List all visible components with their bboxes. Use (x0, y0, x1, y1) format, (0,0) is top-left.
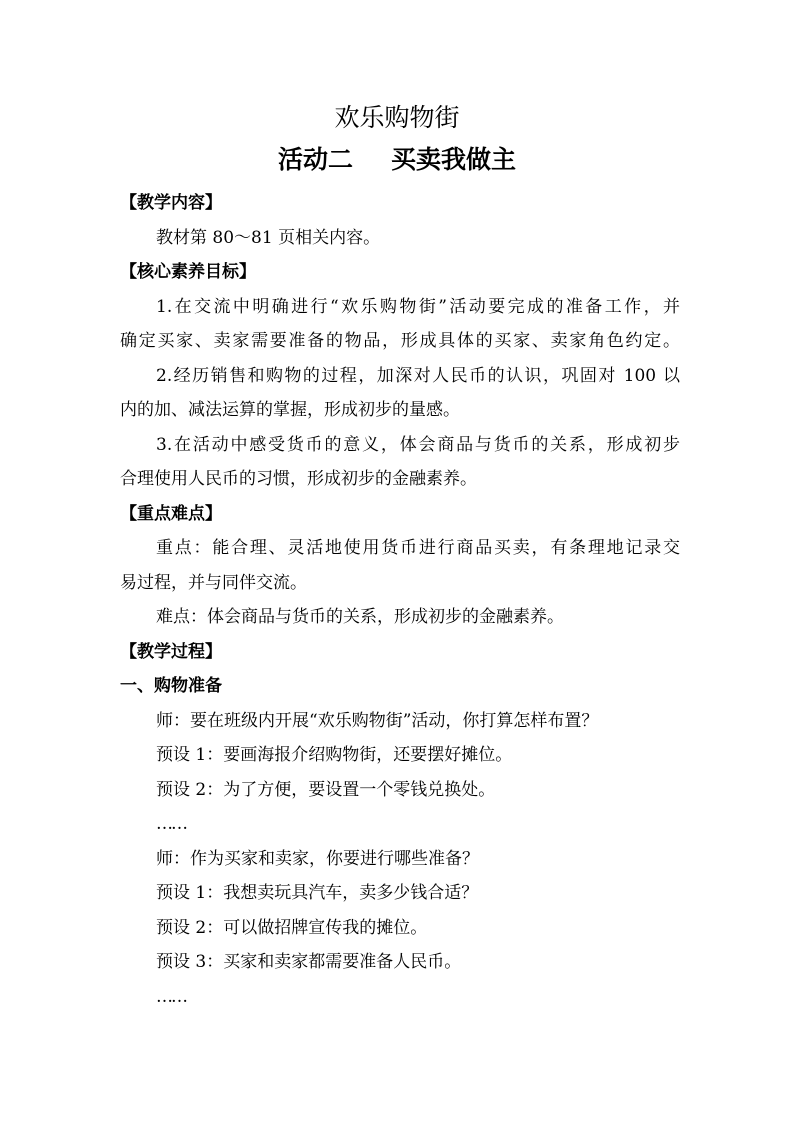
document-title: 欢乐购物街 (334, 103, 460, 132)
key-point-line-2: 易过程，并与同伴交流。 (120, 572, 307, 593)
section-heading-goals: 【核心素养目标】 (120, 262, 256, 282)
ellipsis-1: …… (156, 814, 186, 834)
activity-number: 活动二 (277, 145, 353, 174)
teacher-question-2: 师：作为买家和卖家，你要进行哪些准备？ (156, 848, 479, 869)
part-1-heading: 一、购物准备 (120, 676, 222, 696)
difficulty-text: 难点：体会商品与货币的关系，形成初步的金融素养。 (156, 607, 564, 627)
section-heading-process: 【教学过程】 (120, 641, 222, 662)
activity-subtitle: 买卖我做主 (391, 145, 517, 174)
teacher-question-1: 师：要在班级内开展“欢乐购物街”活动，你打算怎样布置？ (156, 710, 599, 731)
section-heading-content: 【教学内容】 (120, 193, 222, 213)
document-body (120, 186, 680, 1014)
goal-3-line-1: 3.在活动中感受货币的意义，体会商品与货币的关系，形成初步 (156, 434, 680, 455)
goal-1-line-1: 1.在交流中明确进行“欢乐购物街”活动要完成的准备工作，并 (156, 296, 680, 317)
answer-2-2: 预设 2：可以做招牌宣传我的摊位。 (156, 917, 428, 938)
answer-1-2: 预设 2：为了方便，要设置一个零钱兑换处。 (156, 779, 496, 800)
goal-2-line-2: 内的加、减法运算的掌握，形成初步的量感。 (120, 400, 460, 420)
content-text: 教材第 80～81 页相关内容。 (156, 227, 381, 248)
ellipsis-2: …… (156, 986, 186, 1007)
goal-1-line-2: 确定买家、卖家需要准备的物品，形成具体的买家、卖家角色约定。 (120, 331, 680, 351)
goal-3-line-2: 合理使用人民币的习惯，形成初步的金融素养。 (120, 469, 477, 489)
answer-1-1: 预设 1：要画海报介绍购物街，还要摆好摊位。 (156, 745, 513, 765)
key-point-line-1: 重点：能合理、灵活地使用货币进行商品买卖，有条理地记录交 (156, 538, 680, 558)
section-heading-key-points: 【重点难点】 (120, 503, 222, 524)
answer-2-3: 预设 3：买家和卖家都需要准备人民币。 (156, 952, 462, 972)
activity-title (0, 143, 794, 177)
goal-2-line-1: 2.经历销售和购物的过程，加深对人民币的认识，巩固对 100 以 (156, 365, 680, 386)
answer-2-1: 预设 1：我想卖玩具汽车，卖多少钱合适？ (156, 883, 479, 903)
